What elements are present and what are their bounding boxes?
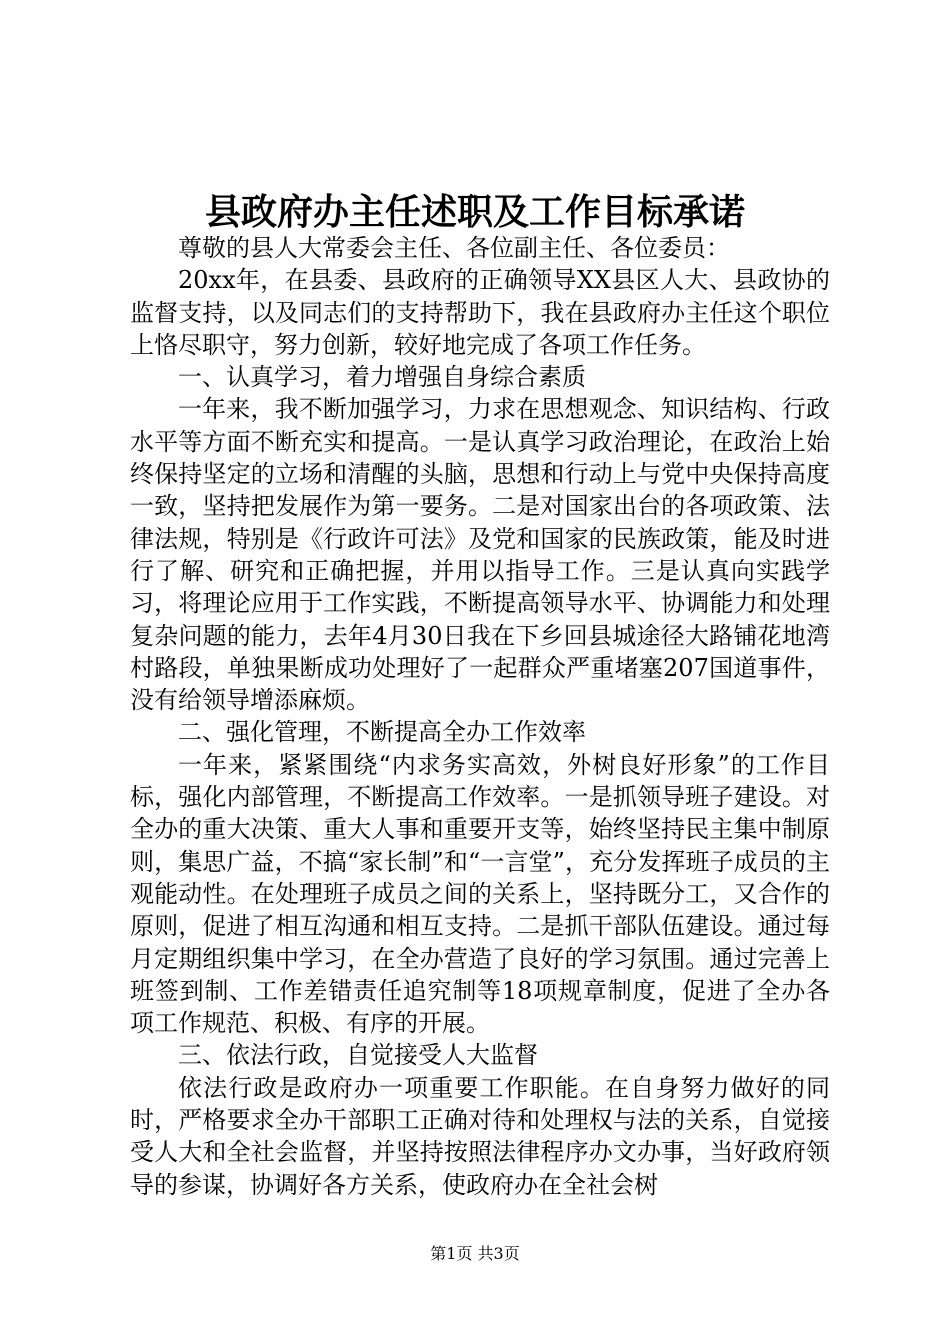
document-body bbox=[130, 232, 830, 1201]
section-paragraph-1: 一年来，我不断加强学习，力求在思想观念、知识结构、行政水平等方面不断充实和提高。一是认真学习政治理论，在政治上始终保持坚定的立场和清醒的头脑，思想和行动上与党中央保持高度一致，坚持把发展作为第一要务。二是对国家出台的各项政策、法律法规，特别是《行政许可法》及党和国家的民族政策，能及时进行了解、研究和正确把握，并用以指导工作。三是认真向实践学习，将理论应用于工作实践，不断提高领导水平、协调能力和处理复杂问题的能力，去年4月30日我在下乡回县城途径大路铺花地湾村路段，单独果断成功处理好了一起群众严重堵塞207国道事件，没有给领导增添麻烦。 bbox=[130, 395, 830, 715]
page-footer: 第1页 共3页 bbox=[430, 1244, 520, 1263]
section-heading-3: 三、依法行政，自觉接受人大监督 bbox=[178, 1041, 538, 1070]
salutation-paragraph: 尊敬的县人大常委会主任、各位副主任、各位委员： bbox=[178, 234, 730, 262]
intro-paragraph: 20xx年，在县委、县政府的正确领导XX县区人大、县政协的监督支持，以及同志们的支持帮助下，我在县政府办主任这个职位上恪尽职守，努力创新，较好地完成了各项工作任务。 bbox=[130, 266, 830, 359]
section-heading-1: 一、认真学习，着力增强自身综合素质 bbox=[178, 363, 586, 392]
section-heading-2: 二、强化管理，不断提高全办工作效率 bbox=[178, 718, 586, 747]
section-paragraph-2: 一年来，紧紧围绕“内求务实高效，外树良好形象”的工作目标，强化内部管理，不断提高工作效率。一是抓领导班子建设。对全办的重大决策、重大人事和重要开支等，始终坚持民主集中制原则，集思广益，不搞“家长制”和“一言堂”，充分发挥班子成员的主观能动性。在处理班子成员之间的关系上，坚持既分工，又合作的原则，促进了相互沟通和相互支持。二是抓干部队伍建设。通过每月定期组织集中学习，在全办营造了良好的学习氛围。通过完善上班签到制、工作差错责任追究制等18项规章制度，促进了全办各项工作规范、积极、有序的开展。 bbox=[130, 750, 830, 1038]
document-title: 县政府办主任述职及工作目标承诺 bbox=[204, 191, 745, 233]
section-paragraph-3: 依法行政是政府办一项重要工作职能。在自身努力做好的同时，严格要求全办干部职工正确对待和处理权与法的关系，自觉接受人大和全社会监督，并坚持按照法律程序办文办事，当好政府领导的参谋，协调好各方关系，使政府办在全社会树 bbox=[130, 1073, 830, 1199]
